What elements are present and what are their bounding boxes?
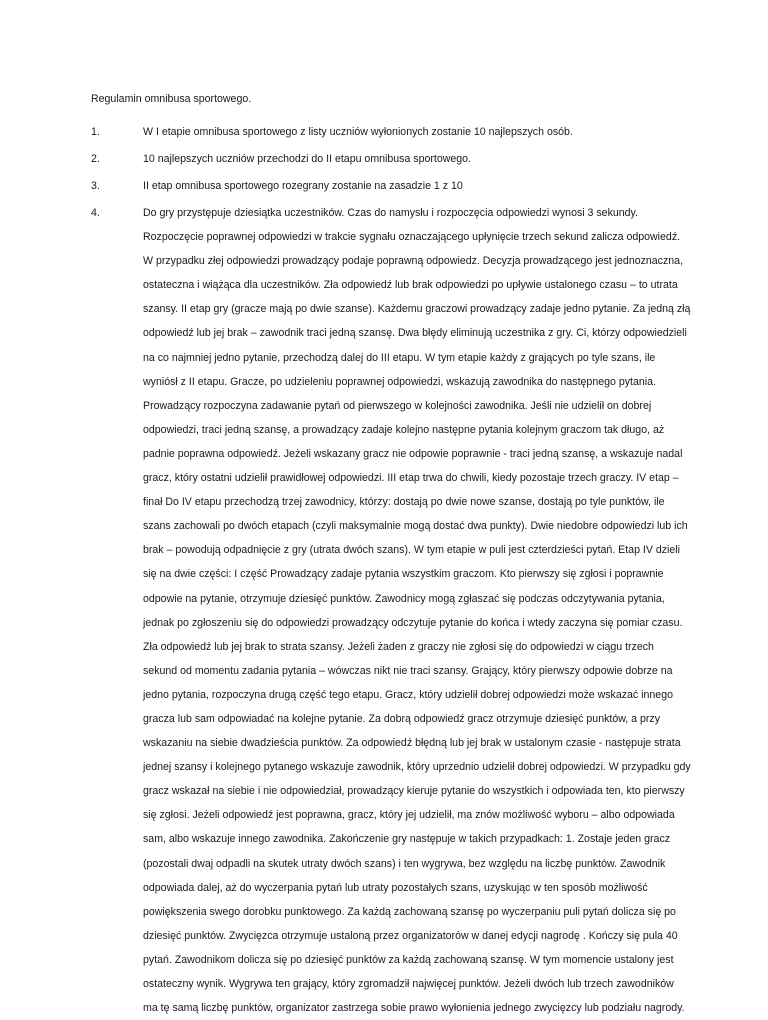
- list-item: [91, 179, 691, 193]
- list-item: [91, 201, 691, 1020]
- list-item: [91, 152, 691, 166]
- item-text: 10 najlepszych uczniów przechodzi do II etapu omnibusa sportowego.: [143, 153, 472, 165]
- item-text: II etap omnibusa sportowego rozegrany zostanie na zasadzie 1 z 10: [143, 180, 463, 192]
- document-title: Regulamin omnibusa sportowego.: [91, 93, 252, 105]
- list-item: [91, 125, 691, 139]
- item-number: 1.: [91, 126, 100, 138]
- item-text: W I etapie omnibusa sportowego z listy uczniów wyłonionych zostanie 10 najlepszych osób.: [143, 126, 573, 138]
- item-number: 4.: [91, 207, 100, 219]
- rules-list: [91, 125, 691, 1020]
- item-text: Do gry przystępuje dziesiątka uczestników. Czas do namysłu i rozpoczęcia odpowiedzi wynosi 3 sekundy. Rozpoczęcie poprawnej odpowiedzi w trakcie sygnału oznaczającego upłynięcie trzech sekund zalicza odpowiedź. W przypadku złej odpowiedzi prowadzący podaje poprawną odpowiedz. Decyzja prowadzącego jest jednoznaczna, ostateczna i wiążąca dla uczestników. Zła odpowiedź lub brak odpowiedzi po upływie ustalonego czasu – to utrata szansy. II etap gry (gracze mają po dwie szanse). Każdemu graczowi prowadzący zadaje jedno pytanie. Za jedną złą odpowiedź lub jej brak – zawodnik traci jedną szansę. Dwa błędy eliminują uczestnika z gry. Ci, którzy odpowiedzieli na co najmniej jedno pytanie, przechodzą dalej do III etapu. W tym etapie każdy z grających po tyle szans, ile wyniósł z II etapu. Gracze, po udzieleniu poprawnej odpowiedzi, wskazują zawodnika do następnego pytania. Prowadzący rozpoczyna zadawanie pytań od pierwszego w kolejności zawodnika. Jeśli nie udzielił on dobrej odpowiedzi, traci jedną szansę, a prowadzący zadaje kolejno następne pytania kolejnym graczom tak długo, aż padnie poprawna odpowiedź. Jeżeli wskazany gracz nie odpowie poprawnie - traci jedną szansę, a wskazuje nadal gracz, który ostatni udzielił prawidłowej odpowiedzi. III etap trwa do chwili, kiedy pozostaje trzech graczy. IV etap – finał Do IV etapu przechodzą trzej zawodnicy, którzy: dostają po dwie nowe szanse, dostają po tyle punktów, ile szans zachowali po dwóch etapach (czyli maksymalnie mogą dostać dwa punkty). Dwie niedobre odpowiedzi lub ich brak – powodują odpadnięcie z gry (utrata dwóch szans). W tym etapie w puli jest czterdzieści pytań. Etap IV dzieli się na dwie części: I część Prowadzący zadaje pytania wszystkim graczom. Kto pierwszy się zgłosi i poprawnie odpowie na pytanie, otrzymuje dziesięć punktów. Zawodnicy mogą zgłaszać się podczas odczytywania pytania, jednak po zgłoszeniu się do odpowiedzi prowadzący odczytuje pytanie do końca i wtedy zaczyna się pomiar czasu. Zła odpowiedź lub jej brak to strata szansy. Jeżeli żaden z graczy nie zgłosi się do odpowiedzi w ciągu trzech sekund od momentu zadania pytania – wówczas nikt nie traci szansy. Grający, który pierwszy odpowie dobrze na jedno pytania, rozpoczyna drugą część tego etapu. Gracz, który udzielił dobrej odpowiedzi może wskazać innego gracza lub sam odpowiadać na kolejne pytanie. Za dobrą odpowiedź gracz otrzymuje dziesięć punktów, a przy wskazaniu na siebie dwadzieścia punktów. Za odpowiedź błędną lub jej brak w ustalonym czasie - następuje strata jednej szansy i kolejnego pytanego wskazuje zawodnik, który uprzednio udzielił dobrej odpowiedzi. W przypadku gdy gracz wskazał na siebie i nie odpowiedział, prowadzący kieruje pytanie do wszystkich i odpowiada ten, kto pierwszy się zgłosi. Jeżeli odpowiedź jest poprawna, gracz, który jej udzielił, ma znów możliwość wyboru – albo odpowiada sam, albo wskazuje innego zawodnika. Zakończenie gry następuje w takich przypadkach: 1. Zostaje jeden gracz (pozostali dwaj odpadli na skutek utraty dwóch szans) i ten wygrywa, bez względu na liczbę punktów. Zawodnik odpowiada dalej, aż do wyczerpania pytań lub utraty pozostałych szans, uzyskując w ten sposób możliwość powiększenia swego dorobku punktowego. Za każdą zachowaną szansę po wyczerpaniu puli pytań dolicza się po dziesięć punktów. Zwycięzca otrzymuje ustaloną przez organizatorów w danej edycji nagrodę . Kończy się pula 40 pytań. Zawodnikom dolicza się po dziesięć punktów za każdą zachowaną szansę. W tym momencie ustalony jest ostateczny wynik. Wygrywa ten grający, który zgromadził najwięcej punktów. Jeżeli dwóch lub trzech zawodników ma tę samą liczbę punktów, organizator zastrzega sobie prawo wyłonienia jednego zwycięzcy lub podziału nagrody.: [143, 207, 691, 1015]
- item-number: 3.: [91, 180, 100, 192]
- item-number: 2.: [91, 153, 100, 165]
